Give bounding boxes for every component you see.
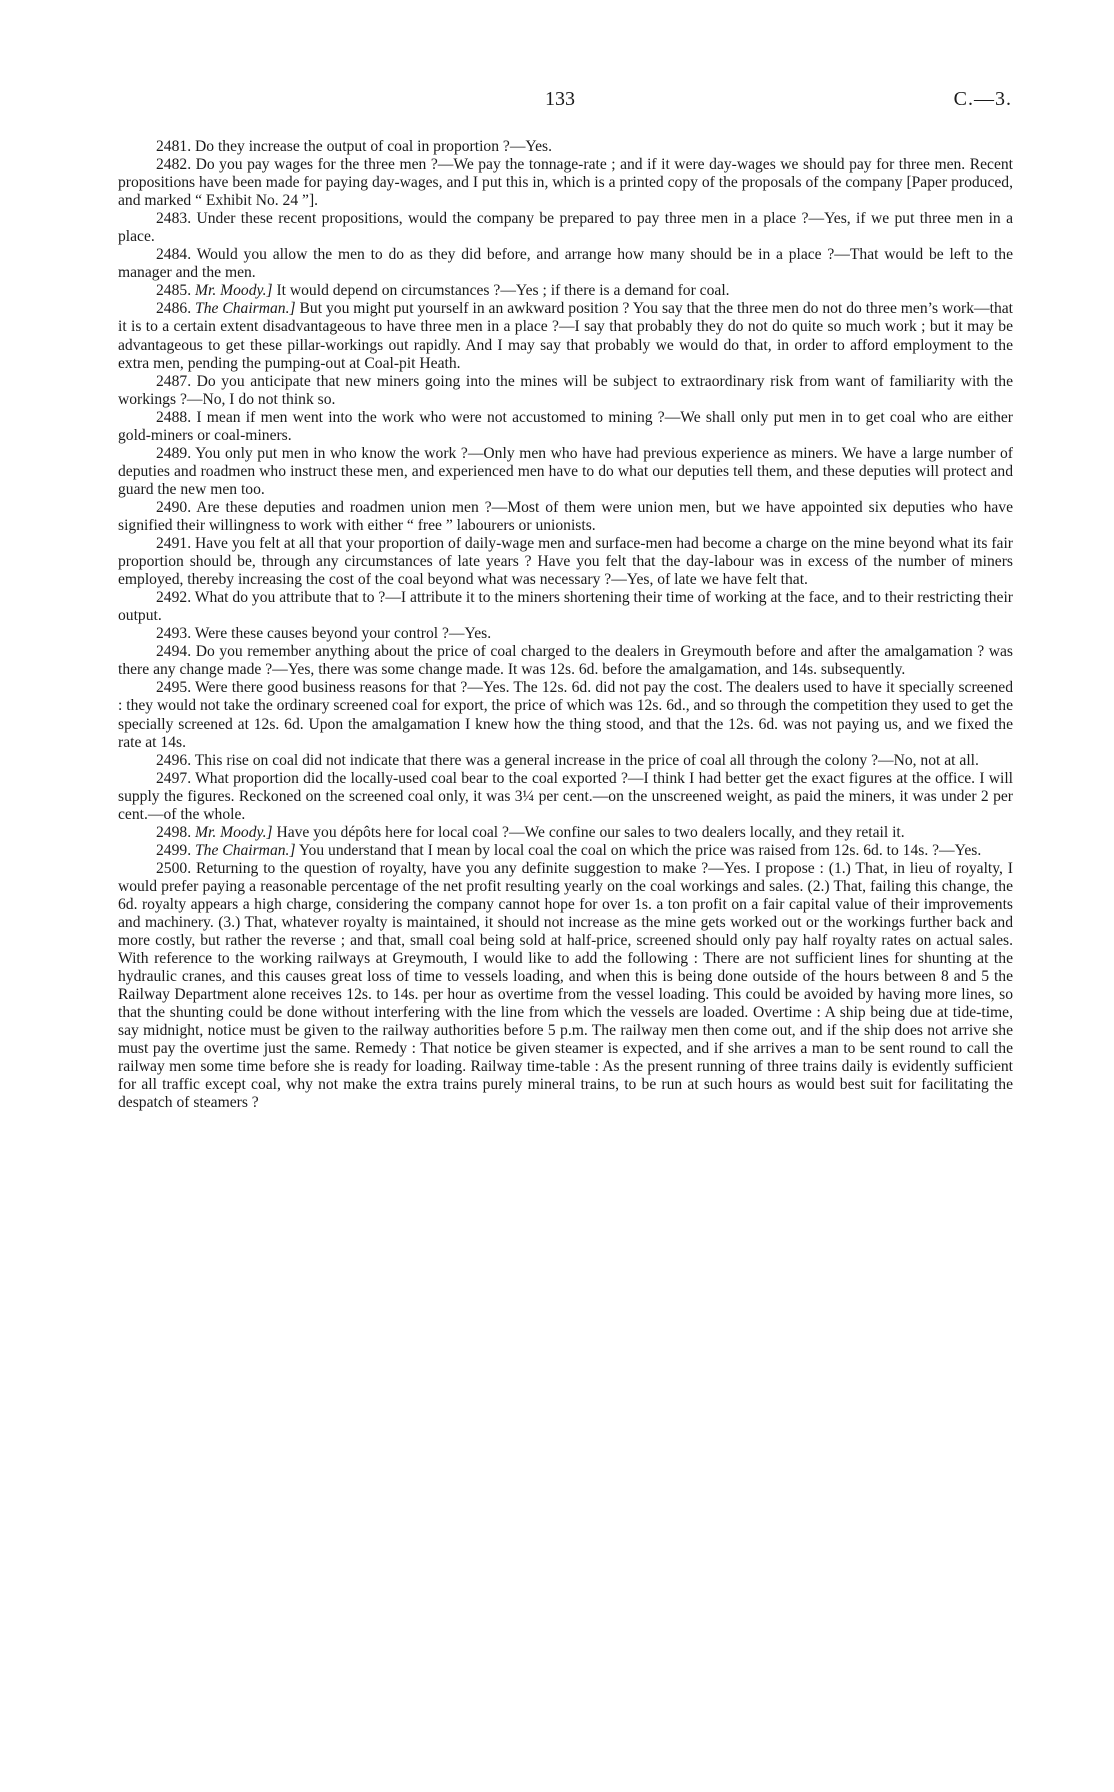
testimony-body xyxy=(118,138,1013,1113)
testimony-paragraph xyxy=(118,860,1013,1113)
testimony-paragraph xyxy=(118,246,1013,282)
testimony-paragraph xyxy=(118,589,1013,625)
question-number: 2495. xyxy=(156,679,192,697)
question-number: 2494. xyxy=(156,643,192,661)
question-number: 2488. xyxy=(156,408,192,426)
testimony-paragraph xyxy=(118,535,1013,589)
testimony-paragraph xyxy=(118,643,1013,679)
paragraph-text: Are these deputies and roadmen union men ?—Most of them were union men, but we have appointed six deputies who have signified their willingness to work with either “ free ” labourers or unionists. xyxy=(118,498,1013,534)
question-number: 2487. xyxy=(156,372,192,390)
question-number: 2484. xyxy=(156,246,192,264)
speaker-label: The Chairman.] xyxy=(195,841,296,859)
paragraph-text: I mean if men went into the work who were not accustomed to mining ?—We shall only put men in to get coal who are either gold-miners or coal-miners. xyxy=(118,408,1013,444)
testimony-paragraph xyxy=(118,409,1013,445)
paragraph-text: This rise on coal did not indicate that there was a general increase in the price of coal all through the colony ?—No, not at all. xyxy=(194,751,979,769)
page-number: 133 xyxy=(545,88,575,110)
paragraph-text: Under these recent propositions, would the company be prepared to pay three men in a place ?—Yes, if we put three men in a place. xyxy=(118,210,1013,246)
paragraph-text: What do you attribute that to ?—I attribute it to the miners shortening their time of working at the face, and to their restricting their output. xyxy=(118,589,1013,625)
paragraph-text: It would depend on circumstances ?—Yes ; if there is a demand for coal. xyxy=(276,282,730,300)
paragraph-text: Were there good business reasons for that ?—Yes. The 12s. 6d. did not pay the cost. The dealers used to have it specially screened : they would not take the ordinary screened coal for export, the price of which was 12s. 6d., and so through the competition they used to get the specially screened at 12s. 6d. Upon the amalgamation I knew how the thing stood, and that the 12s. 6d. was not paying us, and we fixed the rate at 14s. xyxy=(118,679,1013,751)
testimony-paragraph xyxy=(118,373,1013,409)
paragraph-text: Were these causes beyond your control ?—Yes. xyxy=(194,625,492,643)
question-number: 2490. xyxy=(156,498,192,516)
paragraph-text: Do you remember anything about the price of coal charged to the dealers in Greymouth before and after the amalgamation ? was there any change made ?—Yes, there was some change made. It was 12s. 6d. before the amalgamation, and 14s. subsequently. xyxy=(118,643,1013,679)
speaker-label: The Chairman.] xyxy=(195,300,296,318)
paragraph-text: Do they increase the output of coal in proportion ?—Yes. xyxy=(195,138,552,155)
document-reference: C.—3. xyxy=(953,88,1012,110)
testimony-paragraph xyxy=(118,156,1013,210)
question-number: 2493. xyxy=(156,625,192,643)
testimony-paragraph xyxy=(118,499,1013,535)
testimony-paragraph xyxy=(118,210,1013,246)
testimony-paragraph xyxy=(118,770,1013,824)
paragraph-text: Have you felt at all that your proportion of daily-wage men and surface-men had become a charge on the mine beyond what its fair proportion should be, through any circumstances of late years ? Have you felt that the day-labour was in excess of the number of miners employed, thereby increasing the cost of the coal beyond what was necessary ?—Yes, of late we have felt that. xyxy=(118,535,1013,589)
testimony-paragraph xyxy=(118,824,1013,842)
question-number: 2498. xyxy=(156,823,192,841)
question-number: 2492. xyxy=(156,589,192,607)
paragraph-text: Have you dépôts here for local coal ?—We confine our sales to two dealers locally, and they retail it. xyxy=(276,823,905,841)
paragraph-text: You only put men in who know the work ?—Only men who have had previous experience as miners. We have a large number of deputies and roadmen who instruct these men, and experienced men have to do what our deputies tell them, and these deputies will protect and guard the new men too. xyxy=(118,444,1013,498)
testimony-paragraph xyxy=(118,445,1013,499)
question-number: 2482. xyxy=(156,156,192,174)
question-number: 2491. xyxy=(156,535,192,553)
question-number: 2497. xyxy=(156,769,192,787)
testimony-paragraph xyxy=(118,625,1013,643)
question-number: 2485. xyxy=(156,282,192,300)
testimony-paragraph xyxy=(118,138,1013,156)
paragraph-text: You understand that I mean by local coal the coal on which the price was raised from 12s. 6d. to 14s. ?—Yes. xyxy=(298,841,982,859)
testimony-paragraph xyxy=(118,282,1013,300)
testimony-paragraph xyxy=(118,842,1013,860)
question-number: 2500. xyxy=(156,859,192,877)
question-number: 2499. xyxy=(156,841,192,859)
paragraph-text: What proportion did the locally-used coal bear to the coal exported ?—I think I had better get the exact figures at the office. I will supply the figures. Reckoned on the screened coal only, it was 3¼ per cent.—on the unscreened weight, as paid the miners, it was under 2 per cent.—of the whole. xyxy=(118,769,1014,823)
paragraph-text: Returning to the question of royalty, have you any definite suggestion to make ?—Yes. I propose : (1.) That, in lieu of royalty, I would prefer paying a reasonable percentage of the net profit resulting yearly on the coal workings and sales. (2.) That, failing this change, the 6d. royalty appears a high charge, considering the company cannot hope for over 1s. a ton profit on a fair capital value of their improvements and machinery. (3.) That, whatever royalty is maintained, it should not increase as the mine gets worked out or the workings further back and more costly, but rather the reverse ; and that, small coal being sold at half-price, screened should only pay half royalty rates on actual sales. With reference to the working railways at Greymouth, I would like to add the following : There are not sufficient lines for shunting at the hydraulic cranes, and this causes great loss of time to vessels loading, and when this is being done outside of the hours between 8 and 5 the Railway Department alone receives 12s. to 14s. per hour as overtime from the vessel loading. This could be avoided by having more lines, so that the shunting could be done without interfering with the line from which the vessels are loaded. Overtime : A ship being due at tide-time, say midnight, notice must be given to the railway authorities before 5 p.m. The railway men then come out, and if the ship does not arrive she must pay the overtime just the same. Remedy : That notice be given steamer is expected, and if she arrives a man to be sent round to call the railway men some time before she is ready for loading. Railway time-table : As the present running of three trains daily is evidently sufficient for all traffic except coal, why not make the extra trains purely mineral trains, to be run at such hours as would best suit for facilitating the despatch of steamers ? xyxy=(118,859,1013,1112)
question-number: 2489. xyxy=(156,444,192,462)
paragraph-text: Do you pay wages for the three men ?—We pay the tonnage-rate ; and if it were day-wages we should pay for three men. Recent propositions have been made for paying day-wages, and I put this in, which is a printed copy of the proposals of the company [Paper produced, and marked “ Exhibit No. 24 ”]. xyxy=(118,156,1013,210)
question-number: 2486. xyxy=(156,300,192,318)
paragraph-text: Do you anticipate that new miners going into the mines will be subject to extraordinary risk from want of familiarity with the workings ?—No, I do not think so. xyxy=(118,372,1014,408)
question-number: 2496. xyxy=(156,751,192,769)
speaker-label: Mr. Moody.] xyxy=(195,282,273,300)
testimony-paragraph xyxy=(118,679,1013,751)
question-number: 2481. xyxy=(156,138,192,155)
paragraph-text: But you might put yourself in an awkward position ? You say that the three men do not do three men’s work—that it is to a certain extent disadvantageous to have three men in a place ?—I say that probably they do not do quite so much work ; but it may be advantageous to get these pillar-workings out rapidly. And I may say that probably we would do that, in order to afford employment to the extra men, pending the pumping-out at Coal-pit Heath. xyxy=(118,300,1014,372)
question-number: 2483. xyxy=(156,210,192,228)
testimony-paragraph xyxy=(118,752,1013,770)
speaker-label: Mr. Moody.] xyxy=(195,823,273,841)
testimony-paragraph xyxy=(118,300,1013,372)
paragraph-text: Would you allow the men to do as they did before, and arrange how many should be in a place ?—That would be left to the manager and the men. xyxy=(118,246,1013,282)
page-header xyxy=(0,88,1114,118)
